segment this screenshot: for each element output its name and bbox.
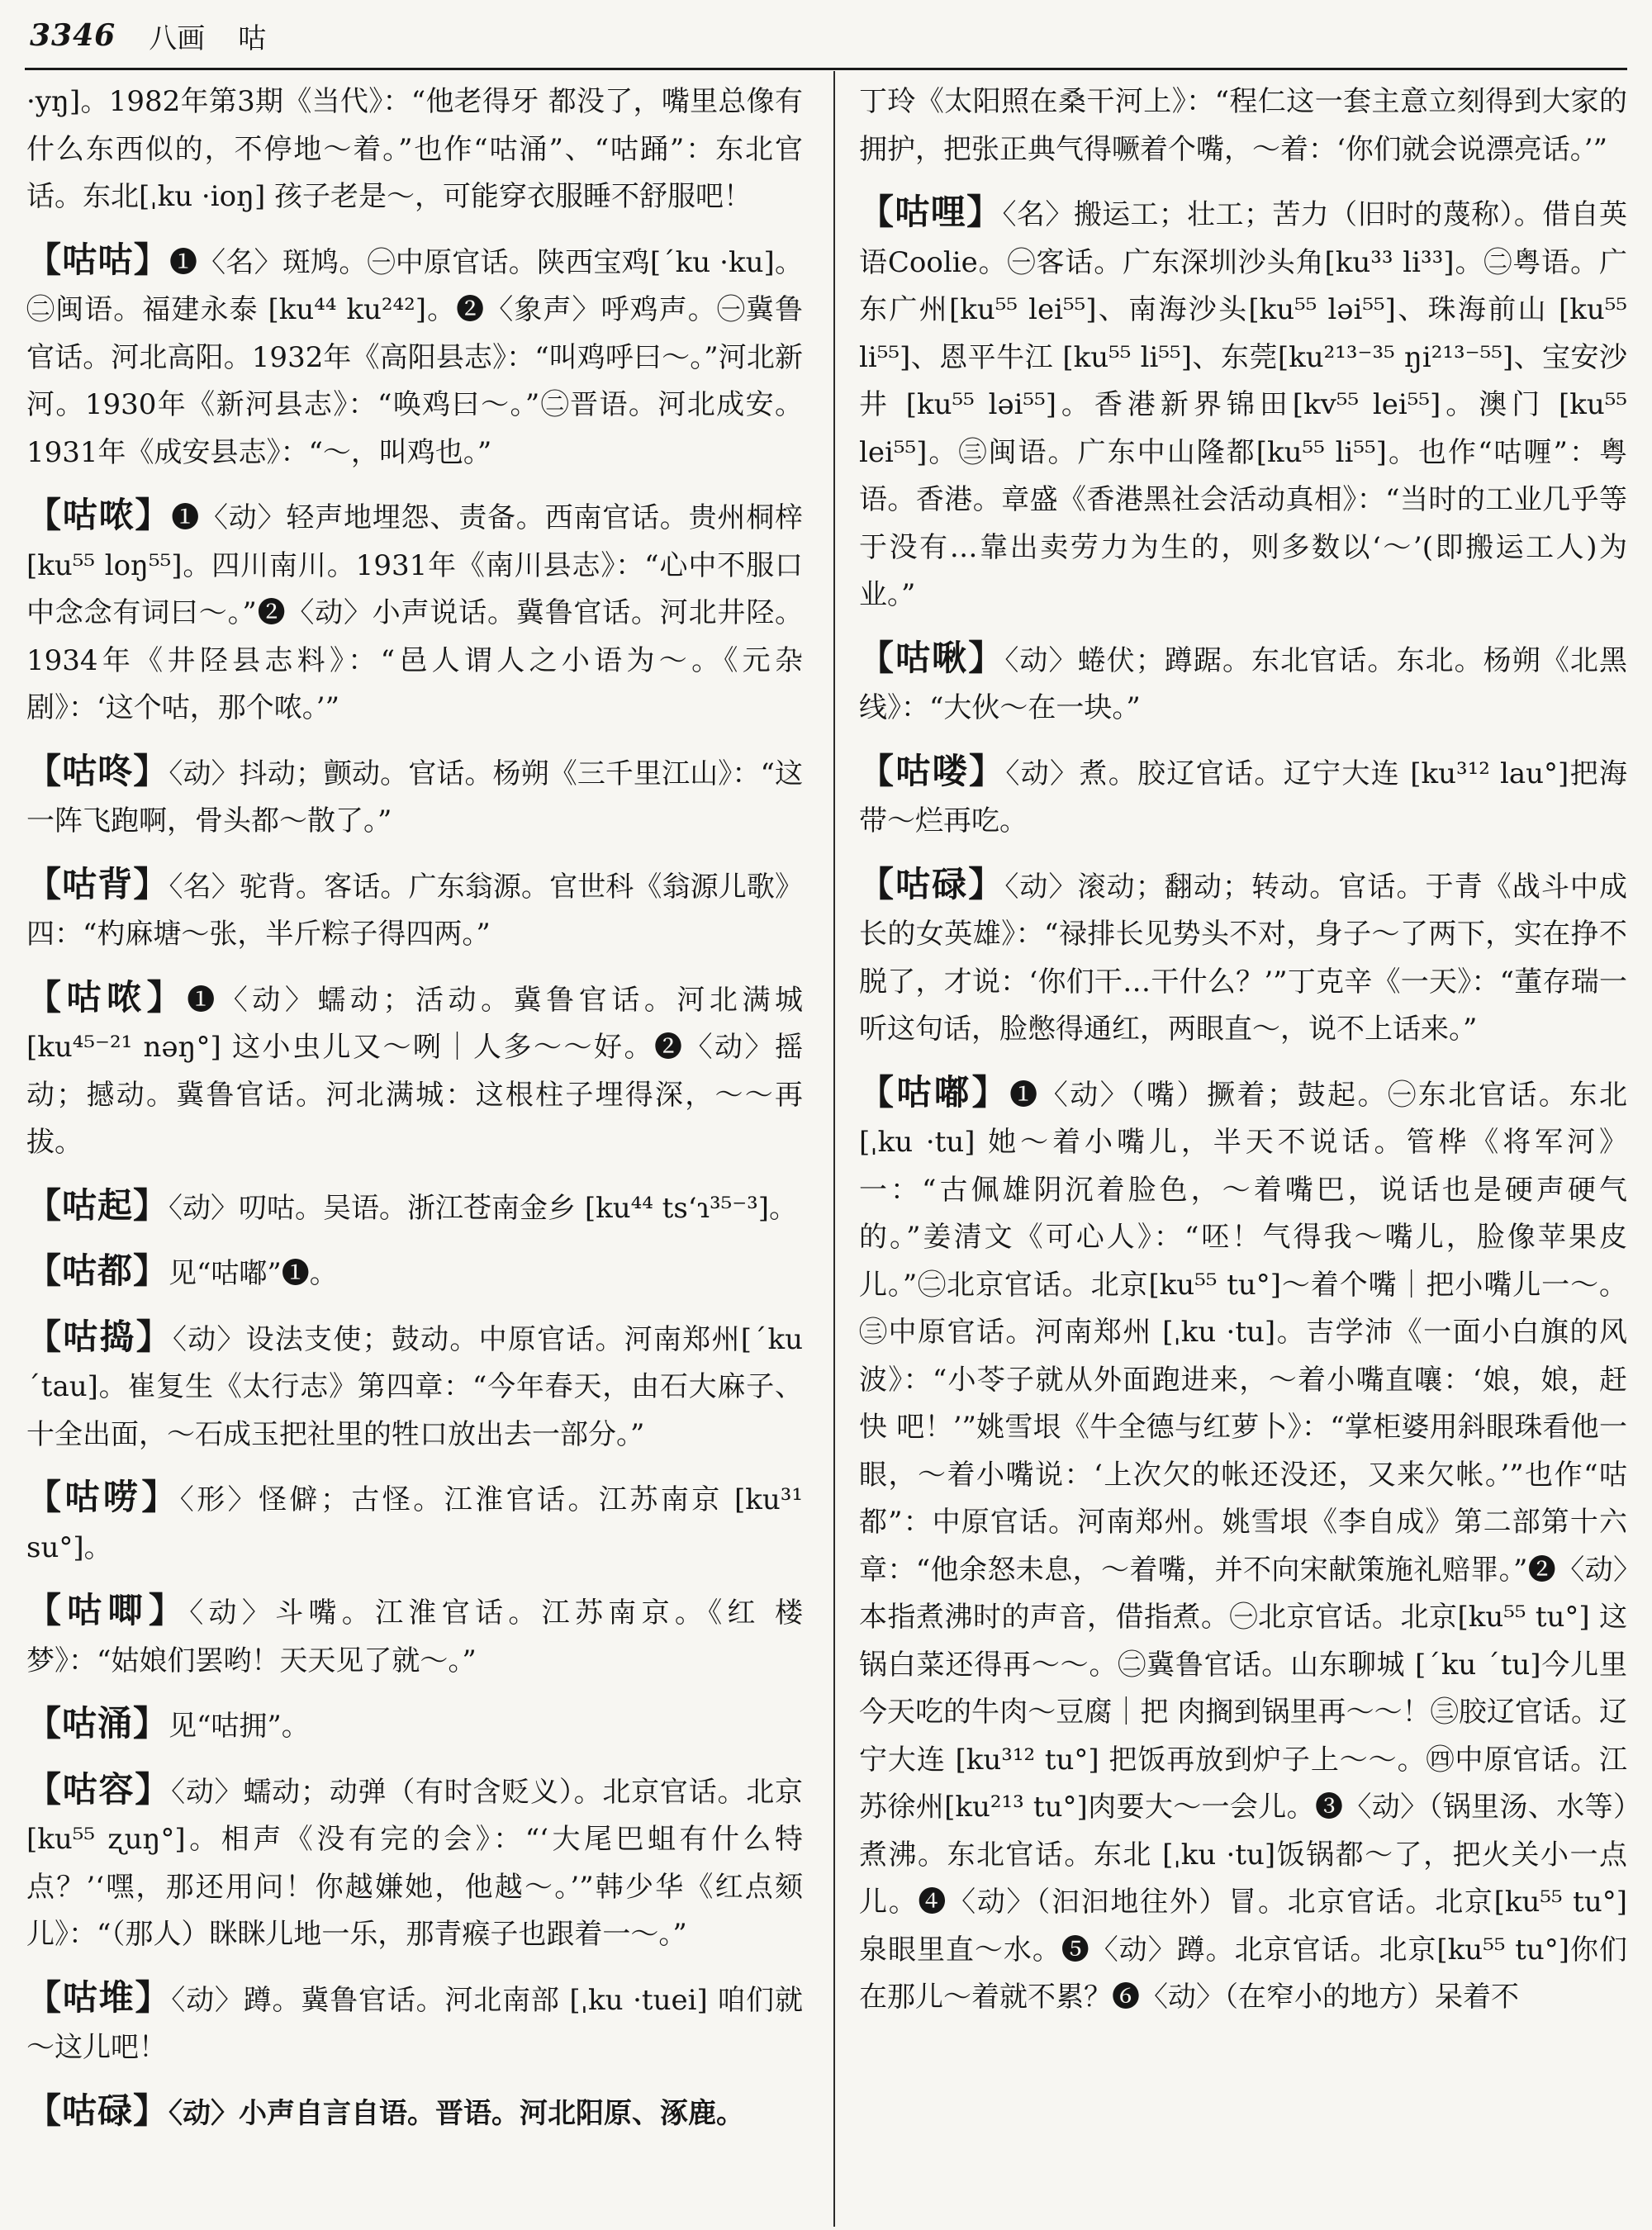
entry-headword: 【咕咚】 <box>26 750 169 791</box>
dictionary-entry <box>859 861 1627 1054</box>
header-rule <box>25 68 1627 70</box>
entry-headword: 【咕哝】 <box>26 495 172 535</box>
dictionary-entry <box>26 78 803 221</box>
entry-headword: 【咕碌】 <box>26 2090 169 2131</box>
entry-text: 〈名〉搬运工；壮工；苦力（旧时的蔑称）。借自英语Coolie。㊀客话。广东深圳沙头角[ku³³ li³³]。㊁粤语。广东广州[ku⁵⁵ lei⁵⁵]、南海沙头[ku⁵⁵ ləi⁵⁵]、珠海前山 [ku⁵⁵ li⁵⁵]、恩平牛江 [ku⁵⁵ li⁵⁵]、东莞[ku²¹³⁻³⁵ ŋi²¹³⁻⁵⁵]、宝安沙井 [ku⁵⁵ ləi⁵⁵]。香港新界锦田[kv⁵⁵ lei⁵⁵]。澳门 [ku⁵⁵ lei⁵⁵]。㊂闽语。广东中山隆都[ku⁵⁵ li⁵⁵]。也作“咕喱”：粤语。香港。章盛《香港黑社会活动真相》：“当时的工业几乎等于没有…靠出卖劳力为生的，则多数以‘～’(即搬运工人)为业。” <box>859 198 1627 611</box>
entry-headword: 【咕嘟】 <box>859 1071 1010 1113</box>
entry-text: 〈动〉蠕动；动弹（有时含贬义）。北京官话。北京 [ku⁵⁵ ʐuŋ°]。相声《没有完的会》：“‘大尾巴蛆有什么特点？’‘嘿，那还用问！你越嫌她，他越～。’”韩少华《红点颏儿》：“（那人）眯眯儿地一乐，那青瘊子也跟着一～。” <box>26 1775 803 1951</box>
column-divider <box>833 71 835 2227</box>
entry-text: 〈形〉怪僻；古怪。江淮官话。江苏南京 [ku³¹ su°]。 <box>26 1483 803 1564</box>
entry-headword: 【咕咕】 <box>26 239 169 280</box>
entry-text: 〈动〉叨咕。吴语。浙江苍南金乡 [ku⁴⁴ tsʻɿ³⁵⁻³]。 <box>169 1191 798 1225</box>
dictionary-entry <box>26 1766 803 1959</box>
dictionary-entry <box>859 78 1627 173</box>
dictionary-entry <box>26 491 803 733</box>
entry-text: 〈动〉蜷伏；蹲踞。东北官话。东北。杨朔《北黑线》：“大伙～在一块。” <box>859 643 1627 724</box>
entry-text: 丁玲《太阳照在桑干河上》：“程仁这一套主意立刻得到大家的拥护，把张正典气得噘着个嘴，～着：‘你们就会说漂亮话。’” <box>859 85 1627 166</box>
entry-text: ·yŋ]。1982年第3期《当代》：“他老得牙 都没了，嘴里总像有什么东西似的，不停地～着。”也作“咕涌”、“咕踊”：东北官话。东北[ˌku ·ioŋ] 孩子老是～，可能穿衣服睡不舒服吧！ <box>26 85 803 213</box>
entry-text: 〈动〉煮。胶辽官话。辽宁大连 [ku³¹² lau°]把海带～烂再吃。 <box>859 757 1627 837</box>
dictionary-entry <box>859 188 1627 619</box>
entry-headword: 【咕捣】 <box>26 1316 173 1357</box>
entry-headword: 【咕堆】 <box>26 1976 172 2018</box>
entry-headword: 【咕涌】 <box>26 1703 169 1744</box>
entry-headword: 【咕唠】 <box>26 1477 180 1517</box>
entry-text: 〈动〉蹲。冀鲁官话。河北南部 [ˌku ·tuei] 咱们就～这儿吧！ <box>26 1983 803 2064</box>
entry-text: 〈动〉小声自言自语。晋语。河北阳原、涿鹿。 <box>169 2096 745 2130</box>
dictionary-entry <box>26 1473 803 1572</box>
entry-text: 〈动〉设法支使；鼓动。中原官话。河南郑州[ˊku ˊtau]。崔复生《太行志》第四章：“今年春天，由石大麻子、十全出面，～石成玉把社里的牲口放出去一部分。” <box>26 1322 803 1451</box>
right-column <box>859 78 1627 2226</box>
entry-text: ❶〈名〉斑鸠。㊀中原官话。陕西宝鸡[ˊku ·ku]。㊁闽语。福建永泰 [ku⁴⁴ ku²⁴²]。❷〈象声〉呼鸡声。㊀冀鲁官话。河北高阳。1932年《高阳县志》：“叫鸡呼曰～。”河北新河。1930年《新河县志》：“唤鸡曰～。”㊁晋语。河北成安。1931年《成安县志》：“～，叫鸡也。” <box>26 245 803 469</box>
entry-headword: 【咕唧】 <box>26 1590 190 1630</box>
page-number: 3346 <box>30 18 116 53</box>
dictionary-entry <box>859 747 1627 846</box>
entry-headword: 【咕哝】 <box>26 976 188 1018</box>
entry-text: 见“咕拥”。 <box>169 1710 310 1743</box>
dictionary-entry <box>26 236 803 477</box>
section-label: 八画 <box>149 21 206 55</box>
dictionary-entry <box>859 1069 1627 2022</box>
entry-text: 见“咕嘟”❶。 <box>169 1257 338 1290</box>
page-header <box>30 7 1624 64</box>
entry-headword: 【咕碌】 <box>859 863 1005 904</box>
entry-headword: 【咕容】 <box>26 1768 172 1810</box>
dictionary-entry <box>26 1247 803 1298</box>
dictionary-entry <box>26 747 803 846</box>
entry-text: 〈名〉驼背。客话。广东翁源。官世科《翁源儿歌》四：“杓麻塘～张，半斤粽子得四两。” <box>26 870 803 951</box>
header-character: 咕 <box>238 21 267 55</box>
dictionary-entry <box>26 1587 803 1685</box>
entry-headword: 【咕都】 <box>26 1250 169 1291</box>
entry-text: 〈动〉斗嘴。江淮官话。江苏南京。《红 楼 梦》：“姑娘们罢哟！天天见了就～。” <box>26 1597 803 1677</box>
dictionary-entry <box>26 974 803 1167</box>
entry-headword: 【咕背】 <box>26 863 169 904</box>
dictionary-entry <box>26 1700 803 1751</box>
entry-text: ❶〈动〉蠕动；活动。冀鲁官话。河北满城[ku⁴⁵⁻²¹ nəŋ°] 这小虫儿又～咧｜人多～～好。❷〈动〉摇动；撼动。冀鲁官话。河北满城：这根柱子埋得深，～～再拔。 <box>26 983 803 1159</box>
entry-headword: 【咕哩】 <box>859 192 1003 232</box>
dictionary-entry <box>26 1182 803 1233</box>
dictionary-entry <box>26 2087 803 2138</box>
dictionary-entry <box>26 1974 803 2072</box>
entry-headword: 【咕起】 <box>26 1184 169 1226</box>
entry-text: 〈动〉滚动；翻动；转动。官话。于青《战斗中成长的女英雄》：“禄排长见势头不对，身子～了两下，实在挣不脱了，才说：‘你们干…干什么？’”丁克辛《一天》：“董存瑞一听这句话，脸憋得通红，两眼直～，说不上话来。” <box>859 870 1627 1046</box>
entry-headword: 【咕啾】 <box>859 637 1005 678</box>
left-column <box>26 78 803 2226</box>
entry-text: 〈动〉抖动；颤动。官话。杨朔《三千里江山》：“这一阵飞跑啊，骨头都～散了。” <box>26 757 803 837</box>
entry-headword: 【咕喽】 <box>859 750 1006 791</box>
dictionary-entry <box>859 634 1627 733</box>
dictionary-entry <box>26 1313 803 1459</box>
dictionary-entry <box>26 861 803 959</box>
entry-text: ❶〈动〉（嘴）撅着；鼓起。㊀东北官话。东北[ˌku ·tu] 她～着小嘴儿，半天不说话。管桦《将军河》一：“古佩雄阴沉着脸色，～着嘴巴，说话也是硬声硬气的。”姜清文《可心人》：“呸！气得我～嘴儿，脸像苹果皮儿。”㊁北京官话。北京[ku⁵⁵ tu°]～着个嘴｜把小嘴儿一～。㊂中原官话。河南郑州 [ˌku ·tu]。吉学沛《一面小白旗的风波》：“小苓子就从外面跑进来，～着小嘴直嚷：‘娘，娘，赶 快 吧！’”姚雪垠《牛全德与红萝卜》：“掌柜婆用斜眼珠看他一眼，～着小嘴说：‘上次欠的帐还没还，又来欠帐。’”也作“咕都”：中原官话。河南郑州。姚雪垠《李自成》第二部第十六章：“他余怒未息，～着嘴，并不向宋献策施礼赔罪。”❷〈动〉本指煮沸时的声音，借指煮。㊀北京官话。北京[ku⁵⁵ tu°] 这锅白菜还得再～～。㊁冀鲁官话。山东聊城 [ˊku ˊtu]今儿里今天吃的牛肉～豆腐｜把 肉搁到锅里再～～！㊂胶辽官话。辽宁大连 [ku³¹² tu°] 把饭再放到炉子上～～。㊃中原官话。江苏徐州[ku²¹³ tu°]肉要大～一会儿。❸〈动〉（锅里汤、水等）煮沸。东北官话。东北 [ˌku ·tu]饭锅都～了，把火关小一点儿。❹〈动〉（汩汩地往外）冒。北京官话。北京[ku⁵⁵ tu°] 泉眼里直～水。❺〈动〉蹲。北京官话。北京[ku⁵⁵ tu°]你们在那儿～着就不累？❻〈动〉（在窄小的地方）呆着不 <box>859 1078 1627 2014</box>
entry-text: ❶〈动〉轻声地埋怨、责备。西南官话。贵州桐梓 [ku⁵⁵ loŋ⁵⁵]。四川南川。1931年《南川县志》：“心中不服口中念念有词曰～。”❷〈动〉小声说话。冀鲁官话。河北井陉。1934年《井陉县志料》：“邑人谓人之小语为～。《元杂剧》：‘这个咕，那个哝。’” <box>26 501 803 724</box>
